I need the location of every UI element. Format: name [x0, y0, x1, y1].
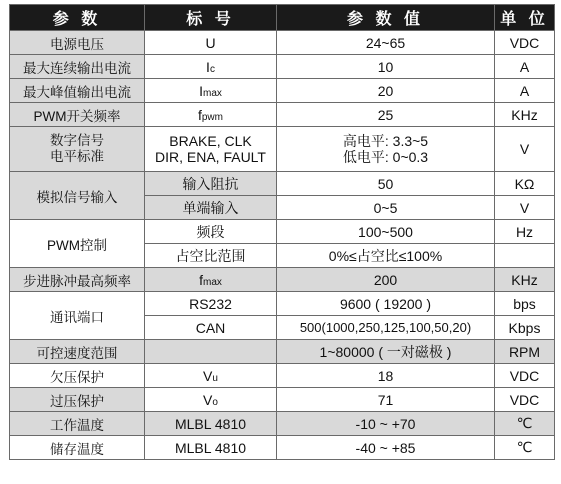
table-row [10, 220, 555, 244]
param-value: 25 [277, 103, 495, 127]
param-unit: V [495, 127, 555, 172]
table-row [10, 268, 555, 292]
param-unit: KHz [495, 268, 555, 292]
param-name: 步进脉冲最高频率 [10, 268, 145, 292]
param-unit: VDC [495, 364, 555, 388]
table-row [10, 436, 555, 460]
spec-table-container [9, 4, 555, 460]
symbol-sub: o [212, 396, 218, 408]
param-value: 20 [277, 79, 495, 103]
param-symbol: MLBL 4810 [145, 436, 277, 460]
param-value: 24~65 [277, 31, 495, 55]
symbol-sub: c [209, 63, 215, 75]
symbol-main: I [199, 82, 203, 99]
table-row [10, 31, 555, 55]
param-symbol [145, 268, 277, 292]
param-value: 100~500 [277, 220, 495, 244]
param-value: 50 [277, 172, 495, 196]
param-symbol [145, 364, 277, 388]
header-row [10, 5, 555, 31]
header-param: 参 数 [10, 5, 145, 31]
param-value: 71 [277, 388, 495, 412]
param-value: 200 [277, 268, 495, 292]
symbol-main: f [197, 106, 202, 123]
table-row [10, 79, 555, 103]
param-symbol [145, 388, 277, 412]
table-row [10, 388, 555, 412]
param-name: 可控速度范围 [10, 340, 145, 364]
symbol-main: V [203, 391, 213, 408]
param-name: 过压保护 [10, 388, 145, 412]
param-value: 500(1000,250,125,100,50,20) [277, 316, 495, 340]
param-name: 储存温度 [10, 436, 145, 460]
param-symbol: 输入阻抗 [145, 172, 277, 196]
param-value: 9600 ( 19200 ) [277, 292, 495, 316]
param-symbol: CAN [145, 316, 277, 340]
param-name-line: 数字信号 [50, 133, 104, 148]
param-unit: VDC [495, 388, 555, 412]
table-row [10, 127, 555, 172]
param-name: 最大峰值输出电流 [10, 79, 145, 103]
param-unit: ℃ [495, 436, 555, 460]
param-unit [495, 244, 555, 268]
param-unit: KΩ [495, 172, 555, 196]
param-name: 通讯端口 [10, 292, 145, 340]
param-symbol-line: DIR, ENA, FAULT [155, 149, 266, 165]
table-row [10, 172, 555, 196]
header-symbol: 标 号 [145, 5, 277, 31]
param-value-line: 高电平: 3.3~5 [342, 133, 429, 149]
param-unit: VDC [495, 31, 555, 55]
param-name: PWM控制 [10, 220, 145, 268]
param-symbol: RS232 [145, 292, 277, 316]
param-symbol [145, 79, 277, 103]
param-name: 最大连续输出电流 [10, 55, 145, 79]
param-value: 10 [277, 55, 495, 79]
param-unit: RPM [495, 340, 555, 364]
param-symbol: 占空比范围 [145, 244, 277, 268]
param-symbol: U [145, 31, 277, 55]
param-value: 1~80000 ( 一对磁极 ) [277, 340, 495, 364]
param-name: 欠压保护 [10, 364, 145, 388]
param-unit: bps [495, 292, 555, 316]
param-symbol: 频段 [145, 220, 277, 244]
param-symbol [145, 103, 277, 127]
param-unit: Kbps [495, 316, 555, 340]
param-symbol: MLBL 4810 [145, 412, 277, 436]
param-name-line: 电平标准 [50, 149, 104, 164]
param-unit: ℃ [495, 412, 555, 436]
spec-table [9, 4, 555, 460]
param-name: 工作温度 [10, 412, 145, 436]
table-row [10, 103, 555, 127]
table-row [10, 292, 555, 316]
param-symbol-line: BRAKE, CLK [169, 133, 252, 149]
param-unit: V [495, 196, 555, 220]
param-symbol: 单端输入 [145, 196, 277, 220]
param-value: 18 [277, 364, 495, 388]
param-unit: Hz [495, 220, 555, 244]
table-row [10, 55, 555, 79]
header-unit: 单 位 [495, 5, 555, 31]
param-symbol [145, 127, 277, 172]
table-row [10, 412, 555, 436]
param-unit: KHz [495, 103, 555, 127]
symbol-sub: u [212, 372, 218, 384]
param-value [277, 127, 495, 172]
symbol-main: V [203, 367, 213, 384]
symbol-main: f [199, 271, 203, 288]
param-name: 模拟信号输入 [10, 172, 145, 220]
param-unit: A [495, 79, 555, 103]
param-value: -40 ~ +85 [277, 436, 495, 460]
param-value-line: 低电平: 0~0.3 [342, 149, 429, 165]
table-row [10, 340, 555, 364]
param-value: -10 ~ +70 [277, 412, 495, 436]
param-value: 0~5 [277, 196, 495, 220]
param-symbol [145, 55, 277, 79]
symbol-main: I [206, 58, 210, 75]
param-unit: A [495, 55, 555, 79]
table-row [10, 364, 555, 388]
param-value: 0%≤占空比≤100% [277, 244, 495, 268]
symbol-sub: max [202, 87, 222, 99]
symbol-sub: max [202, 276, 222, 288]
param-name: 电源电压 [10, 31, 145, 55]
param-name [10, 127, 145, 172]
param-symbol [145, 340, 277, 364]
header-value: 参 数 值 [277, 5, 495, 31]
symbol-sub: pwm [201, 111, 223, 123]
param-name: PWM开关频率 [10, 103, 145, 127]
